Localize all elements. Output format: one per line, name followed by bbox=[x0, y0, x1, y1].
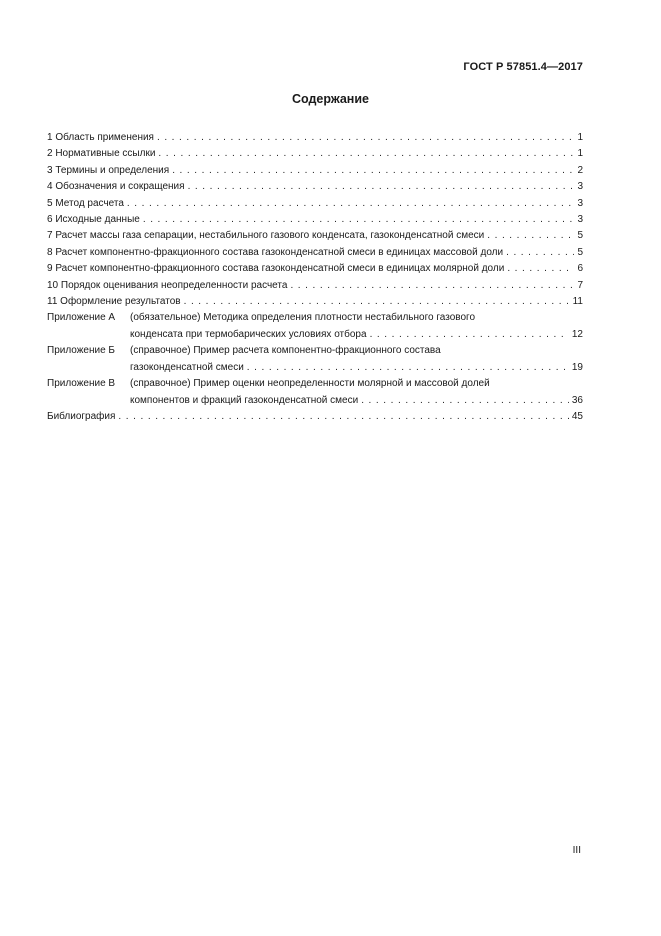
toc-item-page: 3 bbox=[577, 181, 583, 193]
toc-item-page: 12 bbox=[571, 328, 583, 340]
toc-item[interactable] bbox=[47, 228, 583, 244]
appendix-label: Приложение В bbox=[47, 378, 116, 390]
toc-item[interactable] bbox=[47, 278, 583, 294]
toc-item-page: 45 bbox=[571, 410, 583, 422]
dot-leader bbox=[127, 199, 575, 209]
toc-appendix-b[interactable] bbox=[47, 343, 583, 376]
dot-leader bbox=[290, 281, 574, 291]
toc-appendix-v[interactable] bbox=[47, 376, 583, 409]
toc-item-label: 2 Нормативные ссылки bbox=[47, 148, 156, 160]
toc-item-label: 7 Расчет массы газа сепарации, нестабильного газового конденсата, газоконденсатной смеси bbox=[47, 230, 485, 242]
toc-item-label: 11 Оформление результатов bbox=[47, 296, 181, 308]
toc-item-page: 11 bbox=[572, 296, 583, 308]
toc-item[interactable] bbox=[47, 179, 583, 195]
toc-item-page: 5 bbox=[577, 246, 583, 258]
toc-item[interactable] bbox=[47, 163, 583, 179]
toc-item-page: 2 bbox=[577, 164, 583, 176]
toc-item-page: 36 bbox=[571, 394, 583, 406]
dot-leader bbox=[184, 297, 570, 307]
dot-leader bbox=[247, 363, 569, 373]
table-of-contents bbox=[47, 130, 583, 425]
toc-appendix-a[interactable] bbox=[47, 310, 583, 343]
toc-item-label: 5 Метод расчета bbox=[47, 197, 124, 209]
appendix-title-line1: (справочное) Пример оценки неопределенности молярной и массовой долей bbox=[130, 378, 490, 390]
toc-item[interactable] bbox=[47, 130, 583, 146]
toc-item-page: 6 bbox=[577, 263, 583, 275]
toc-item[interactable] bbox=[47, 146, 583, 162]
toc-item-label: Библиография bbox=[47, 410, 116, 422]
appendix-title-line1: (обязательное) Методика определения плотности нестабильного газового bbox=[130, 312, 476, 324]
toc-item[interactable] bbox=[47, 212, 583, 228]
appendix-label: Приложение Б bbox=[47, 345, 115, 357]
dot-leader bbox=[188, 183, 575, 193]
document-code: ГОСТ Р 57851.4—2017 bbox=[463, 61, 583, 73]
toc-item-page: 1 bbox=[577, 132, 583, 143]
dot-leader bbox=[158, 150, 574, 160]
dot-leader bbox=[361, 396, 569, 406]
toc-item-page: 5 bbox=[577, 230, 583, 242]
toc-bibliography[interactable] bbox=[47, 409, 583, 425]
toc-item[interactable] bbox=[47, 294, 583, 310]
dot-leader bbox=[370, 330, 569, 340]
toc-title: Содержание bbox=[291, 92, 369, 106]
toc-item[interactable] bbox=[47, 245, 583, 261]
appendix-title-line2: газоконденсатной смеси bbox=[130, 361, 244, 373]
toc-item-label: 8 Расчет компонентно-фракционного состава газоконденсатной смеси в единицах массовой доли bbox=[47, 246, 504, 258]
appendix-title-line1: (справочное) Пример расчета компонентно-фракционного состава bbox=[130, 345, 441, 357]
appendix-title-line2: конденсата при термобарических условиях отбора bbox=[130, 328, 367, 340]
toc-item[interactable] bbox=[47, 196, 583, 212]
dot-leader bbox=[506, 248, 574, 258]
page-number: III bbox=[572, 845, 581, 856]
appendix-title-line2: компонентов и фракций газоконденсатной смеси bbox=[130, 394, 359, 406]
dot-leader bbox=[143, 215, 575, 225]
dot-leader bbox=[157, 133, 574, 143]
toc-item-page: 3 bbox=[577, 214, 583, 226]
toc-item[interactable] bbox=[47, 261, 583, 277]
appendix-label: Приложение А bbox=[47, 312, 116, 324]
toc-item-page: 1 bbox=[577, 148, 583, 160]
dot-leader bbox=[172, 166, 574, 176]
toc-item-label: 3 Термины и определения bbox=[47, 164, 170, 176]
toc-item-label: 4 Обозначения и сокращения bbox=[47, 181, 185, 193]
toc-item-label: 1 Область применения bbox=[47, 132, 154, 143]
toc-item-label: 10 Порядок оценивания неопределенности расчета bbox=[47, 279, 288, 291]
toc-item-page: 3 bbox=[577, 197, 583, 209]
dot-leader bbox=[507, 265, 574, 275]
dot-leader bbox=[487, 232, 574, 242]
toc-item-label: 6 Исходные данные bbox=[47, 214, 140, 226]
toc-item-page: 19 bbox=[571, 361, 583, 373]
toc-item-label: 9 Расчет компонентно-фракционного состава газоконденсатной смеси в единицах молярной доли bbox=[47, 263, 505, 275]
dot-leader bbox=[118, 412, 568, 422]
toc-item-page: 7 bbox=[577, 279, 583, 291]
